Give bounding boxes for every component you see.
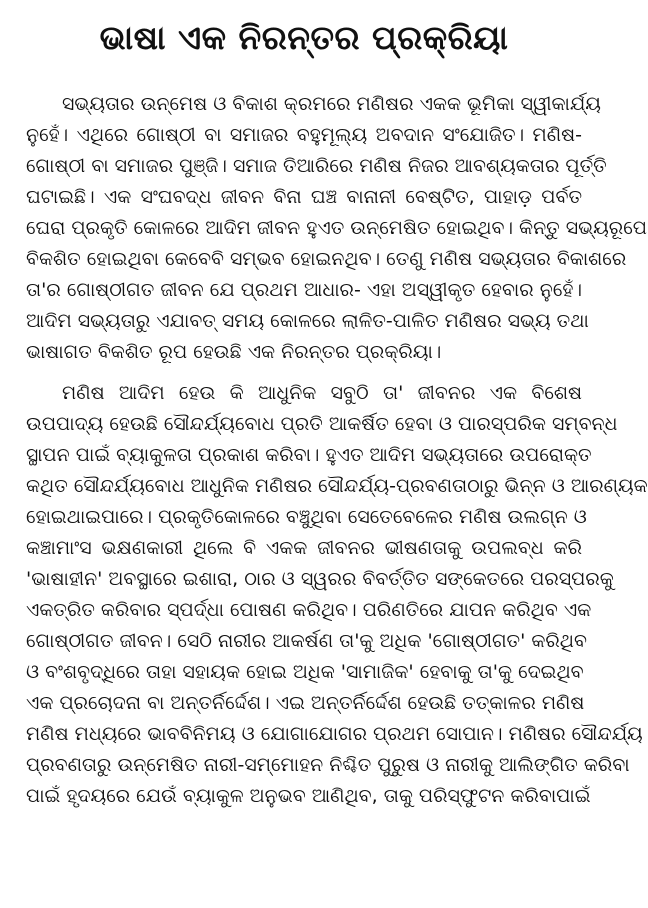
paragraph-2 <box>26 378 648 812</box>
text-line: ହୋଇଥାଇପାରେ। ପ୍ରକୃତିକୋଳରେ ବଞ୍ଚୁଥିବା ସେତେବେଳେର ମଣିଷ ଉଲଗ୍ନ ଓ <box>26 506 587 528</box>
page-title: ଭାଷା ଏକ ନିରନ୍ତର ପ୍ରକ୍ରିୟା <box>99 18 509 57</box>
text-line: ପାଇଁ ହୃଦୟରେ ଯେଉଁ ବ୍ୟାକୁଳ ଅନୁଭବ ଆଣିଥିବ, ତାକୁ ପରିସ୍ଫୁଟନ କରିବାପାଇଁ <box>26 785 591 807</box>
text-line: ଘଟାଇଛି। ଏକ ସଂଘବଦ୍ଧ ଜୀବନ ବିନା ଘଞ୍ଚ ବାନାନୀ ବେଷ୍ଟିତ, ପାହାଡ଼ ପର୍ବତ <box>26 186 582 208</box>
text-line: ସ୍ଥାପନ ପାଇଁ ବ୍ୟାକୁଳତା ପ୍ରକାଶ କରିବା। ହୁଏତ ଆଦିମ ସଭ୍ୟତାରେ ଉପରୋକ୍ତ <box>26 444 592 466</box>
paragraph-1 <box>26 89 647 368</box>
text-line: ନୁହେଁ। ଏଥିରେ ଗୋଷ୍ଠୀ ବା ସମାଜର ବହୁମୂଲ୍ୟ ଅବଦାନ ସଂଯୋଜିତ। ମଣିଷ- <box>26 124 582 146</box>
text-line: ତା'ର ଗୋଷ୍ଠୀଗତ ଜୀବନ ଯେ ପ୍ରଥମ ଆଧାର- ଏହା ଅସ୍ୱୀକୃତ ହେବାର ନୁହେଁ। <box>26 279 582 301</box>
text-line: ଘେରା ପ୍ରକୃତି କୋଳରେ ଆଦିମ ଜୀବନ ହୁଏତ ଉନ୍ମେଷିତ ହୋଇଥିବ। କିନ୍ତୁ ସଭ୍ୟରୂପେ <box>26 217 647 239</box>
text-line: ମଣିଷ ଆଦିମ ହେଉ କି ଆଧୁନିକ ସବୁଠି ତା' ଜୀବନର ଏକ ବିଶେଷ <box>62 382 582 404</box>
text-line: ଏକତ୍ରିତ କରିବାର ସ୍ପର୍ଦ୍ଧା ପୋଷଣ କରିଥିବ। ପରିଣତିରେ ଯାପନ କରିଥିବ ଏକ <box>26 599 592 621</box>
text-line: ଉପପାଦ୍ୟ ହେଉଛି ସୌନ୍ଦର୍ଯ୍ୟବୋଧ ପ୍ରତି ଆକର୍ଷିତ ହେବା ଓ ପାରସ୍ପରିକ ସମ୍ବନ୍ଧ <box>26 413 618 435</box>
text-line: ଗୋଷ୍ଠୀ ବା ସମାଜର ପୁଞ୍ଜି। ସମାଜ ତିଆରିରେ ମଣିଷ ନିଜର ଆବଶ୍ୟକତାର ପୂର୍ତ୍ତି <box>26 155 607 177</box>
text-line: ସଭ୍ୟତାର ଉନ୍ମେଷ ଓ ବିକାଶ କ୍ରମରେ ମଣିଷର ଏକକ ଭୂମିକା ସ୍ୱୀକାର୍ଯ୍ୟ <box>62 93 601 115</box>
text-line: ଭାଷାଗତ ବିକଶିତ ରୂପ ହେଉଛି ଏକ ନିରନ୍ତର ପ୍ରକ୍ରିୟା। <box>26 341 442 363</box>
text-line: କଞ୍ଚାମାଂସ ଭକ୍ଷଣକାରୀ ଥିଲେ ବି ଏକକ ଜୀବନର ଭୀଷଣତାକୁ ଉପଲବ୍ଧ କରି <box>26 537 582 559</box>
text-line: ପ୍ରବଣତାରୁ ଉନ୍ମେଷିତ ନାରୀ-ସମ୍ମୋହନ ନିଶ୍ଚିତ ପୁରୁଷ ଓ ନାରୀକୁ ଆଲିଙ୍ଗିତ କରିବା <box>26 754 630 776</box>
text-line: ଓ ବଂଶବୃଦ୍ଧିରେ ତାହା ସହାୟକ ହୋଇ ଅଧିକ 'ସାମାଜିକ' ହେବାକୁ ତା'କୁ ଦେଇଥିବ <box>26 661 584 683</box>
text-line: ଆଦିମ ସଭ୍ୟତାରୁ ଏଯାବତ୍ ସମୟ କୋଳରେ ଲାଳିତ-ପାଳିତ ମଣିଷର ସଭ୍ୟ ତଥା <box>26 310 589 332</box>
text-line: କଥିତ ସୌନ୍ଦର୍ଯ୍ୟବୋଧ ଆଧୁନିକ ମଣିଷର ସୌନ୍ଦର୍ଯ୍ୟ-ପ୍ରବଣତାଠାରୁ ଭିନ୍ନ ଓ ଆରଣ୍ୟକ <box>26 475 648 497</box>
text-line: ଏକ ପ୍ରଚୋଦନା ବା ଅନ୍ତର୍ନିର୍ଦ୍ଦେଶ। ଏଇ ଅନ୍ତର୍ନିର୍ଦ୍ଦେଶ ହେଉଛି ତତ୍‌କାଳର ମଣିଷ <box>26 692 585 714</box>
text-line: ବିକଶିତ ହୋଇଥିବା କେବେବି ସମ୍ଭବ ହୋଇନଥିବ। ତେଣୁ ମଣିଷ ସଭ୍ୟତାର ବିକାଶରେ <box>26 248 627 270</box>
text-line: 'ଭାଷାହୀନ' ଅବସ୍ଥାରେ ଇଶାରା, ଠାର ଓ ସ୍ୱରର ବିବର୍ତ୍ତିତ ସଙ୍କେତରେ ପରସ୍ପରକୁ <box>26 568 614 590</box>
text-line: ମଣିଷ ମଧ୍ୟରେ ଭାବବିନିମୟ ଓ ଯୋଗାଯୋଗର ପ୍ରଥମ ସୋପାନ। ମଣିଷର ସୌନ୍ଦର୍ଯ୍ୟ <box>26 723 643 745</box>
text-line: ଗୋଷ୍ଠୀଗତ ଜୀବନ। ସେଠି ନାରୀର ଆକର୍ଷଣ ତା'କୁ ଅଧିକ 'ଗୋଷ୍ଠୀଗତ' କରିଥିବ <box>26 630 587 652</box>
